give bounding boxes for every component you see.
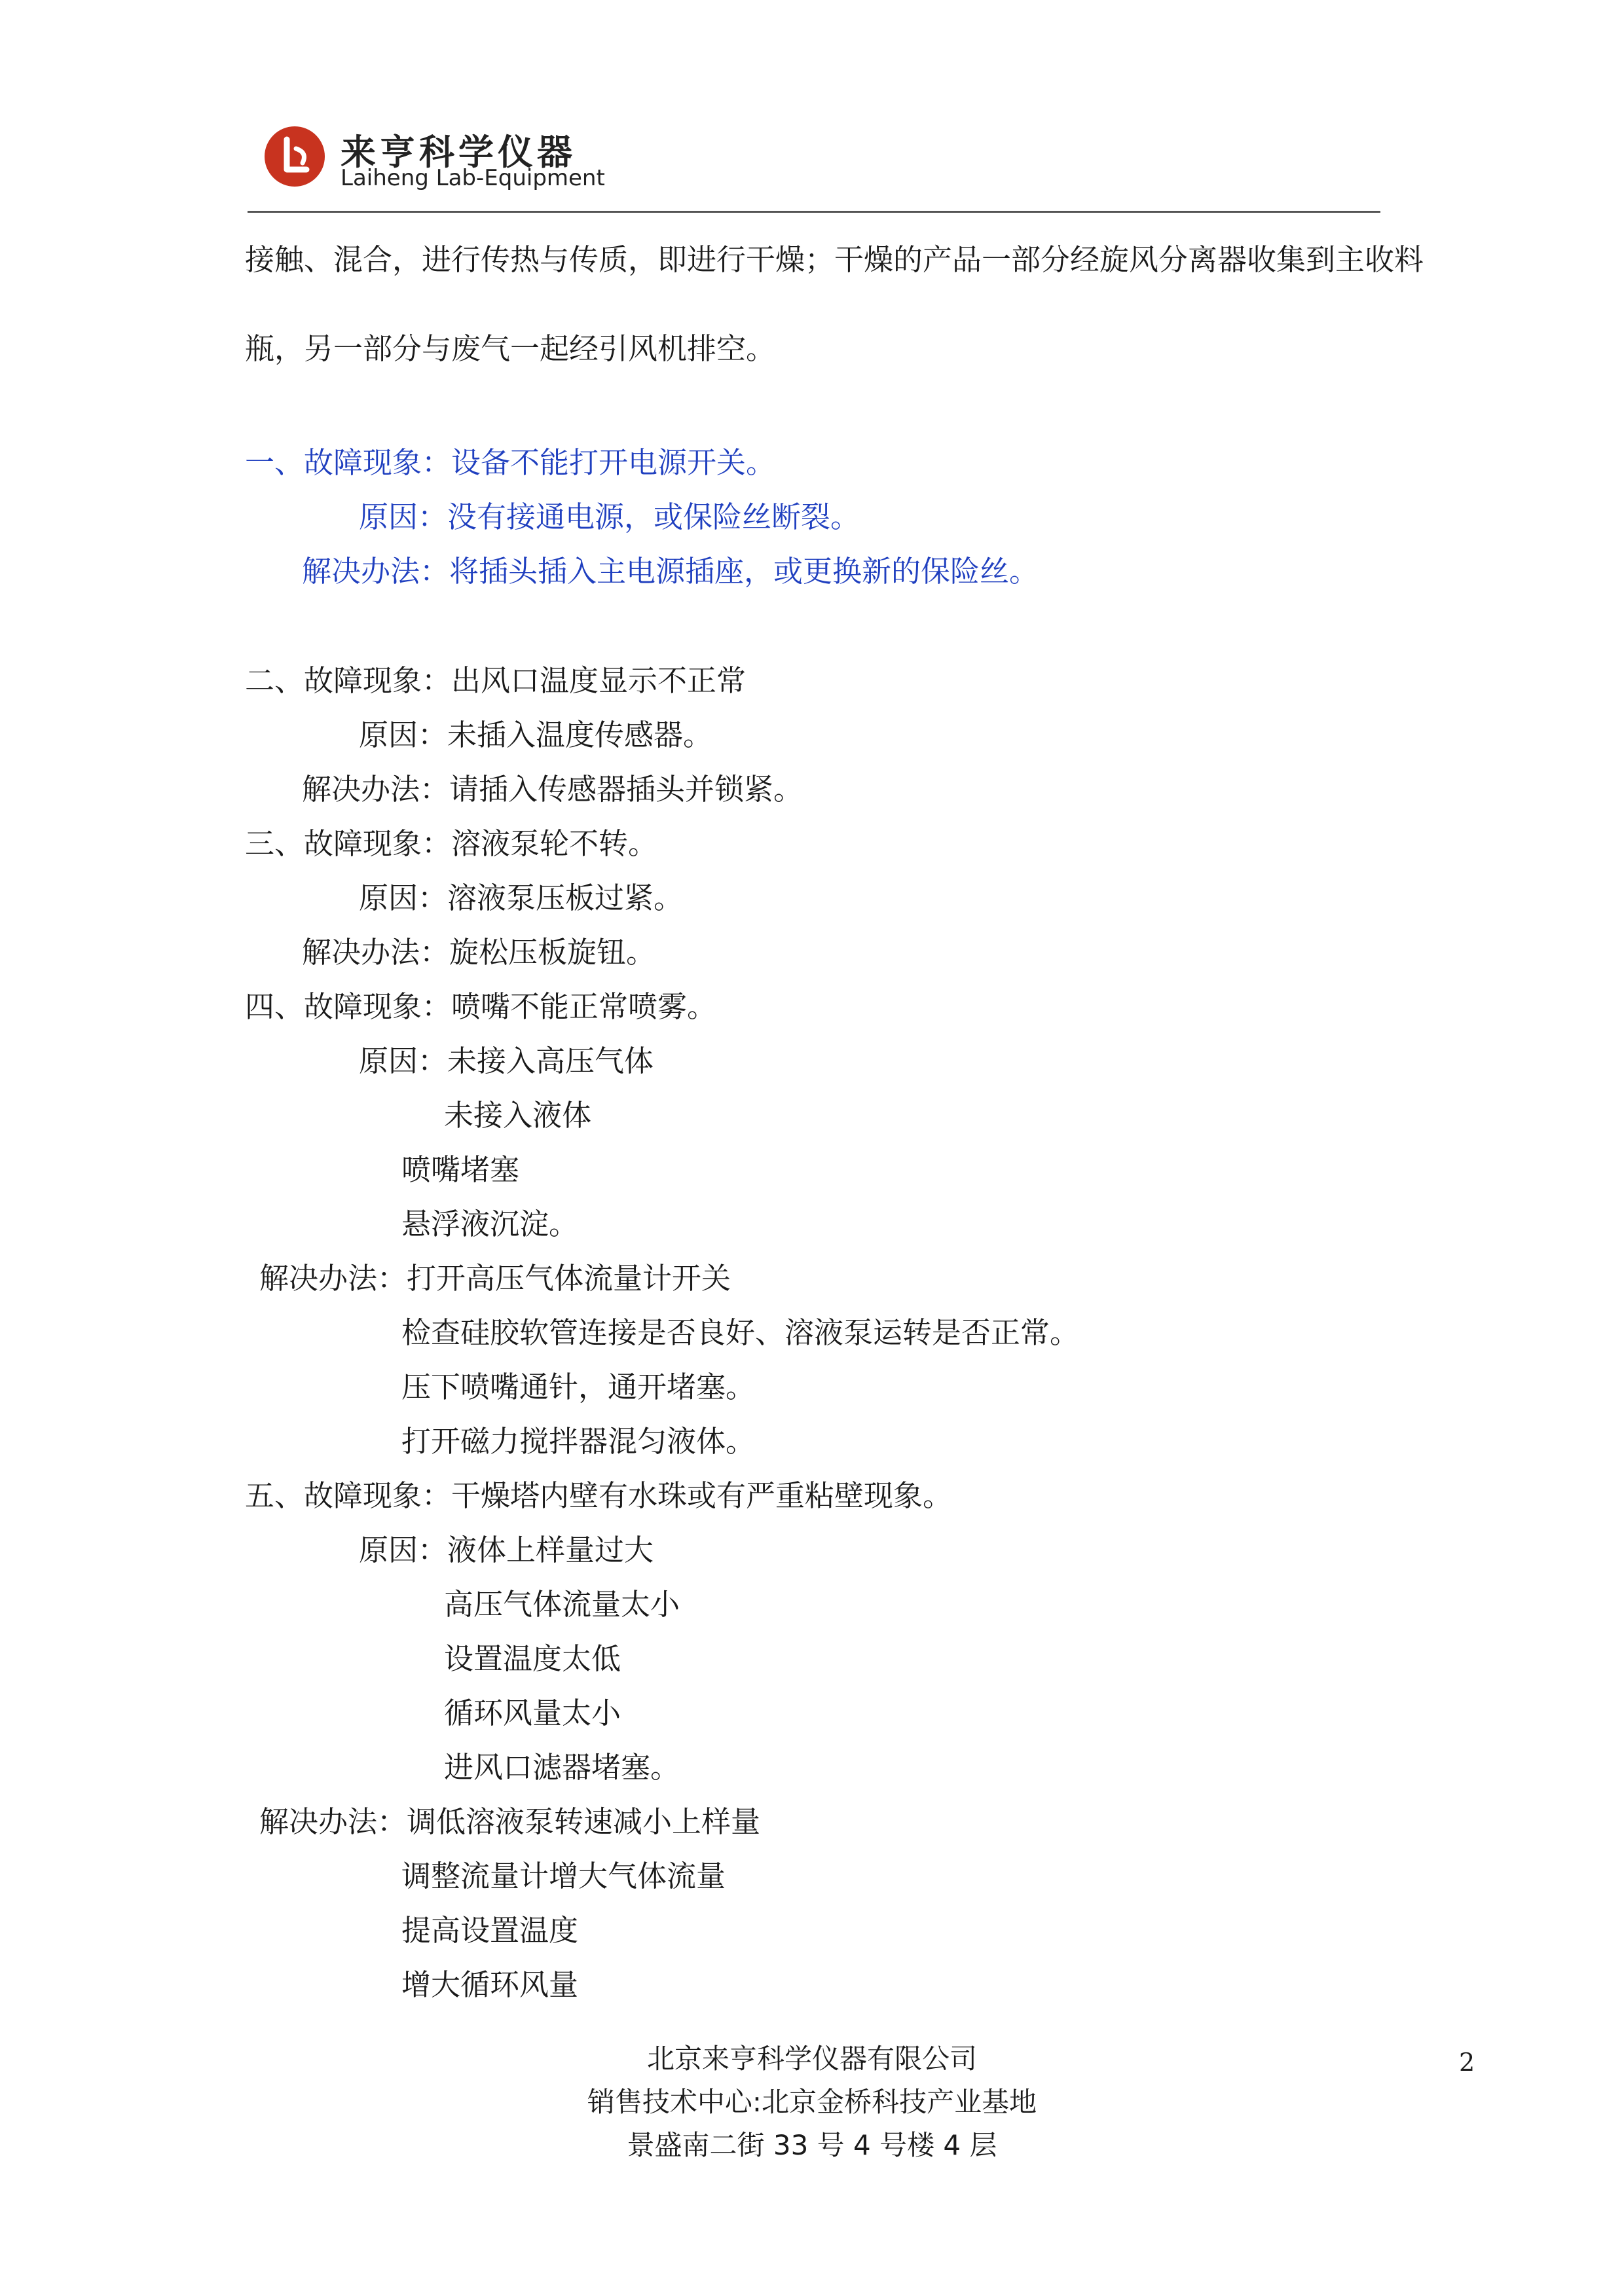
fault-5-solution-2: 调整流量计增大气体流量: [401, 1859, 726, 1893]
footer-company: 北京来亨科学仪器有限公司: [646, 2043, 977, 2075]
fault-3-cause: 原因：溶液泵压板过紧。: [359, 881, 684, 915]
fault-5-cause-2: 高压气体流量太小: [444, 1587, 680, 1622]
header-divider: [248, 211, 1380, 213]
fault-5-cause-5: 进风口滤器堵塞。: [444, 1750, 680, 1785]
logo-mark: [265, 126, 325, 187]
fault-4-solution-1: 解决办法：打开高压气体流量计开关: [259, 1261, 731, 1296]
fault-5-symptom: 五、故障现象：干燥塔内壁有水珠或有严重粘壁现象。: [245, 1478, 953, 1513]
logo-l-icon: [265, 126, 325, 187]
logo-english-name: Laiheng Lab-Equipment: [341, 165, 605, 191]
footer-address: 景盛南二街 33 号 4 号楼 4 层: [627, 2129, 997, 2161]
fault-3-symptom: 三、故障现象：溶液泵轮不转。: [245, 826, 658, 861]
fault-4-cause-1: 原因：未接入高压气体: [359, 1044, 654, 1078]
page-number: 2: [1459, 2048, 1475, 2077]
fault-4-cause-2: 未接入液体: [444, 1098, 592, 1133]
fault-1-cause: 原因：没有接通电源，或保险丝断裂。: [359, 500, 860, 534]
fault-4-cause-4: 悬浮液沉淀。: [401, 1207, 579, 1241]
fault-5-cause-4: 循环风量太小: [444, 1696, 621, 1730]
fault-4-solution-4: 打开磁力搅拌器混匀液体。: [401, 1424, 756, 1459]
fault-5-solution-1: 解决办法：调低溶液泵转速减小上样量: [259, 1804, 761, 1839]
fault-3-solution: 解决办法：旋松压板旋钮。: [302, 935, 656, 970]
fault-2-cause: 原因：未插入温度传感器。: [359, 718, 713, 752]
fault-2-solution: 解决办法：请插入传感器插头并锁紧。: [302, 772, 803, 807]
fault-4-solution-2: 检查硅胶软管连接是否良好、溶液泵运转是否正常。: [401, 1315, 1080, 1350]
fault-5-solution-3: 提高设置温度: [401, 1913, 579, 1948]
fault-5-cause-3: 设置温度太低: [444, 1641, 621, 1676]
footer-sales-center: 销售技术中心:北京金桥科技产业基地: [587, 2086, 1037, 2118]
fault-5-cause-1: 原因：液体上样量过大: [359, 1533, 654, 1567]
fault-1-symptom: 一、故障现象：设备不能打开电源开关。: [245, 445, 776, 480]
intro-line-1: 接触、混合，进行传热与传质，即进行干燥；干燥的产品一部分经旋风分离器收集到主收料: [245, 242, 1424, 277]
logo-chinese-name: 来亨科学仪器: [341, 132, 576, 173]
fault-1-solution: 解决办法：将插头插入主电源插座，或更换新的保险丝。: [302, 554, 1039, 589]
fault-4-symptom: 四、故障现象：喷嘴不能正常喷雾。: [245, 989, 717, 1024]
fault-4-cause-3: 喷嘴堵塞: [401, 1152, 520, 1187]
fault-2-symptom: 二、故障现象：出风口温度显示不正常: [245, 663, 747, 698]
fault-4-solution-3: 压下喷嘴通针，通开堵塞。: [401, 1370, 756, 1404]
fault-5-solution-4: 增大循环风量: [401, 1967, 579, 2002]
intro-line-2: 瓶，另一部分与废气一起经引风机排空。: [245, 331, 776, 366]
